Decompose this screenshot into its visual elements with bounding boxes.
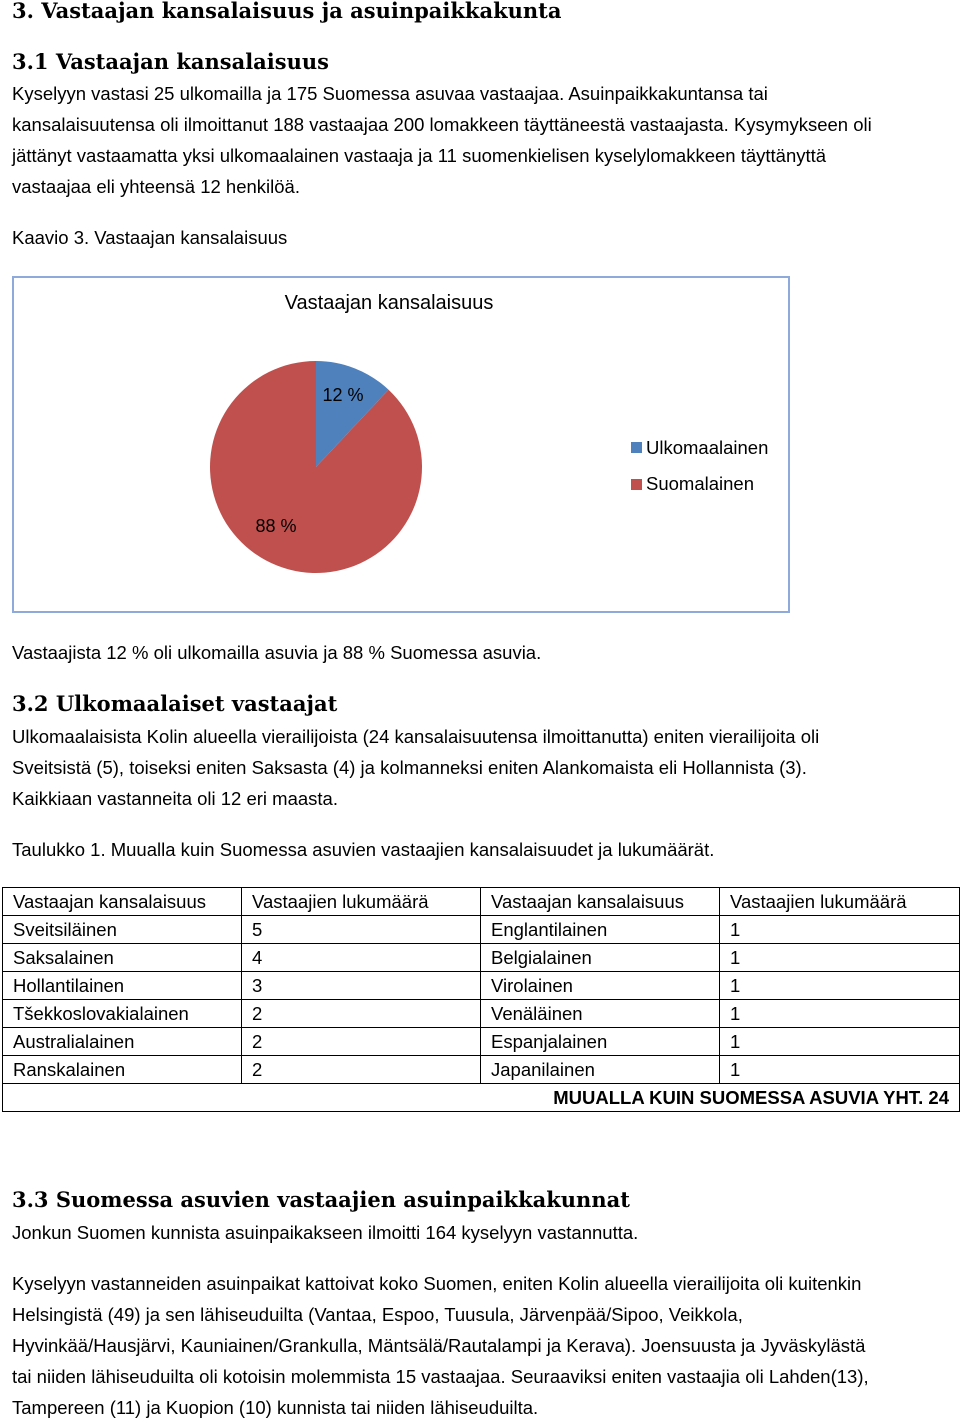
- table-row: [3, 944, 960, 972]
- table-cell: Virolainen: [481, 972, 720, 1000]
- table-cell: Venäläinen: [481, 1000, 720, 1028]
- nationality-table: [2, 887, 960, 1112]
- table-cell: Ranskalainen: [3, 1056, 242, 1084]
- table-cell: Englantilainen: [481, 916, 720, 944]
- table-cell: Tšekkoslovakialainen: [3, 1000, 242, 1028]
- paragraph-line: Kyselyyn vastasi 25 ulkomailla ja 175 Suomessa asuvaa vastaajaa. Asuinpaikkakuntansa tai: [12, 83, 768, 104]
- table-cell: Saksalainen: [3, 944, 242, 972]
- pie-data-label: 12 %: [322, 384, 364, 405]
- table-row: [3, 1028, 960, 1056]
- table-cell: 1: [720, 944, 960, 972]
- paragraph-line: tai niiden lähiseuduilta oli kotoisin molemmista 15 vastaajaa. Seuraaviksi eniten vastaajia oli Lahden(13),: [12, 1366, 869, 1387]
- table-cell: 2: [242, 1056, 481, 1084]
- pie-slice-suomalainen: [210, 361, 422, 573]
- paragraph-line: Helsingistä (49) ja sen lähiseuduilta (Vantaa, Espoo, Tuusula, Järvenpää/Sipoo, Veikkola,: [12, 1304, 743, 1325]
- table-header-cell: Vastaajan kansalaisuus: [3, 888, 242, 916]
- pie-chart: [0, 0, 960, 640]
- subsection-heading-3-2: 3.2 Ulkomaalaiset vastaajat: [12, 691, 338, 716]
- subsection-heading-3-3: 3.3 Suomessa asuvien vastaajien asuinpaikkakunnat: [12, 1187, 630, 1212]
- table-row: [3, 1056, 960, 1084]
- paragraph-line: jättänyt vastaamatta yksi ulkomaalainen vastaaja ja 11 suomenkielisen kyselylomakkeen täyttänyttä: [12, 145, 827, 166]
- table-cell: 4: [242, 944, 481, 972]
- table-cell: Sveitsiläinen: [3, 916, 242, 944]
- legend-swatch-ulkomaalainen: [631, 442, 642, 453]
- legend-label-ulkomaalainen: Ulkomaalainen: [646, 437, 769, 458]
- paragraph-line: Kaikkiaan vastanneita oli 12 eri maasta.: [12, 788, 338, 809]
- table-row: [3, 1000, 960, 1028]
- chart-caption: Kaavio 3. Vastaajan kansalaisuus: [12, 227, 288, 248]
- chart-title: Vastaajan kansalaisuus: [284, 292, 494, 314]
- chart-summary: Vastaajista 12 % oli ulkomailla asuvia ja 88 % Suomessa asuvia.: [12, 642, 542, 663]
- table-header-row: [3, 888, 960, 916]
- pie-data-label: 88 %: [255, 515, 297, 536]
- table-cell: 1: [720, 1028, 960, 1056]
- table-cell: 1: [720, 972, 960, 1000]
- table-total-row: [3, 1084, 960, 1112]
- section-heading: 3. Vastaajan kansalaisuus ja asuinpaikkakunta: [12, 0, 562, 23]
- paragraph-line: Hyvinkää/Hausjärvi, Kauniainen/Grankulla, Mäntsälä/Rautalampi ja Kerava). Joensuusta ja Jyväskylästä: [12, 1335, 866, 1356]
- legend-label-suomalainen: Suomalainen: [646, 473, 754, 494]
- table-caption: Taulukko 1. Muualla kuin Suomessa asuvien vastaajien kansalaisuudet ja lukumäärät.: [12, 839, 715, 860]
- paragraph-line: Sveitsistä (5), toiseksi eniten Saksasta (4) ja kolmanneksi eniten Alankomaista eli Hollannista (3).: [12, 757, 807, 778]
- paragraph-line: Jonkun Suomen kunnista asuinpaikakseen ilmoitti 164 kyselyyn vastannutta.: [12, 1222, 639, 1243]
- table-row: [3, 972, 960, 1000]
- legend-swatch-suomalainen: [631, 479, 642, 490]
- table-cell: Japanilainen: [481, 1056, 720, 1084]
- paragraph-line: Ulkomaalaisista Kolin alueella vierailijoista (24 kansalaisuutensa ilmoittanutta) eniten vierailijoita oli: [12, 726, 820, 747]
- table-cell: 1: [720, 916, 960, 944]
- table-cell: 1: [720, 1056, 960, 1084]
- table-header-cell: Vastaajien lukumäärä: [720, 888, 960, 916]
- table-cell: 3: [242, 972, 481, 1000]
- table-cell: 5: [242, 916, 481, 944]
- paragraph-line: Kyselyyn vastanneiden asuinpaikat kattoivat koko Suomen, eniten Kolin alueella vierailijoita oli kuitenkin: [12, 1273, 862, 1294]
- paragraph-line: vastaajaa eli yhteensä 12 henkilöä.: [12, 176, 300, 197]
- table-cell: 2: [242, 1000, 481, 1028]
- table-cell: Australialainen: [3, 1028, 242, 1056]
- table-total-cell: MUUALLA KUIN SUOMESSA ASUVIA YHT. 24: [3, 1084, 960, 1112]
- table-cell: Belgialainen: [481, 944, 720, 972]
- table-header-cell: Vastaajan kansalaisuus: [481, 888, 720, 916]
- subsection-heading-3-1: 3.1 Vastaajan kansalaisuus: [12, 49, 329, 74]
- paragraph-line: kansalaisuutensa oli ilmoittanut 188 vastaajaa 200 lomakkeen täyttäneestä vastaajasta. Kysymykseen oli: [12, 114, 872, 135]
- table-row: [3, 916, 960, 944]
- table-cell: Hollantilainen: [3, 972, 242, 1000]
- table-cell: 1: [720, 1000, 960, 1028]
- paragraph-line: Tampereen (11) ja Kuopion (10) kunnista tai niiden lähiseuduilta.: [12, 1397, 539, 1418]
- table-cell: 2: [242, 1028, 481, 1056]
- table-cell: Espanjalainen: [481, 1028, 720, 1056]
- table-header-cell: Vastaajien lukumäärä: [242, 888, 481, 916]
